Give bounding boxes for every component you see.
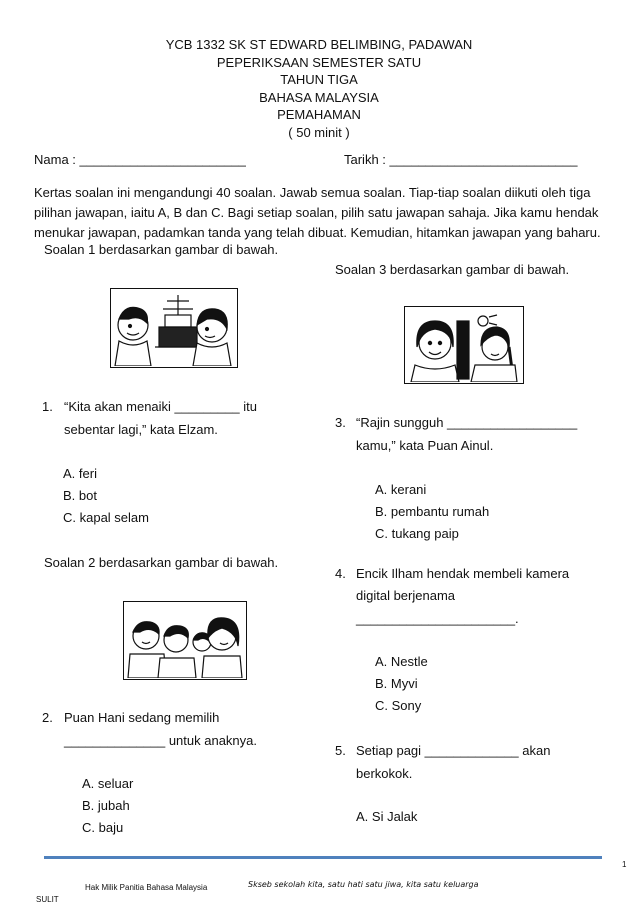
- question-3-prompt: Soalan 3 berdasarkan gambar di bawah.: [335, 262, 570, 277]
- paper-name: PEMAHAMAN: [277, 107, 361, 122]
- question-3-line-1: “Rajin sungguh __________________: [356, 415, 578, 430]
- instructions-paragraph: Kertas soalan ini mengandungi 40 soalan. Jawab semua soalan. Tiap-tiap soalan diikuti oleh tiga pilihan jawapan, iaitu A, B dan C. Bagi setiap soalan, pilih satu jawapan sahaja. Jika kamu hendak menukar jawapan, padamkan tanda yang telah dibuat. Kemudian, hitamkan jawapan yang baharu.: [34, 185, 601, 240]
- question-4-line-2: digital berjenama: [356, 588, 456, 603]
- question-3-picture: [404, 306, 524, 384]
- question-3-option-b[interactable]: B. pembantu rumah: [375, 504, 490, 519]
- question-1-prompt: Soalan 1 berdasarkan gambar di bawah.: [44, 242, 279, 257]
- footer-motto: Skseb sekolah kita, satu hati satu jiwa, kita satu keluarga: [248, 880, 479, 889]
- question-1-option-a[interactable]: A. feri: [63, 466, 97, 481]
- question-2-line-1: Puan Hani sedang memilih: [64, 710, 220, 725]
- page-number: 1: [622, 860, 627, 869]
- question-4-option-a[interactable]: A. Nestle: [375, 654, 428, 669]
- question-2-line-2: ______________ untuk anaknya.: [64, 733, 258, 748]
- question-4-line-1: Encik Ilham hendak membeli kamera: [356, 566, 570, 581]
- subject-name: BAHASA MALAYSIA: [259, 89, 379, 105]
- question-2-option-c[interactable]: C. baju: [82, 820, 124, 835]
- question-5-number: 5.: [335, 743, 346, 758]
- question-4-number: 4.: [335, 566, 346, 581]
- question-2-picture: [123, 601, 247, 680]
- question-5-line-2: berkokok.: [356, 766, 413, 781]
- exam-header: [0, 36, 638, 141]
- question-1-option-c[interactable]: C. kapal selam: [63, 510, 149, 525]
- question-3-option-c[interactable]: C. tukang paip: [375, 526, 459, 541]
- year-level: TAHUN TIGA: [280, 72, 358, 87]
- question-2-number: 2.: [42, 710, 53, 725]
- question-5-line-1: Setiap pagi _____________ akan: [356, 743, 551, 758]
- question-2-option-a[interactable]: A. seluar: [82, 776, 134, 791]
- question-1-number: 1.: [42, 399, 53, 414]
- woman-helper-drawing: [405, 307, 522, 382]
- exam-name: PEPERIKSAAN SEMESTER SATU: [216, 54, 422, 70]
- name-field[interactable]: Nama : _______________________: [34, 152, 246, 167]
- footer-divider: [44, 856, 602, 859]
- question-4-option-b[interactable]: B. Myvi: [375, 676, 418, 691]
- school-name: YCB 1332 SK ST EDWARD BELIMBING, PADAWAN: [165, 37, 473, 52]
- question-3-option-a[interactable]: A. kerani: [375, 482, 427, 497]
- mother-children-drawing: [124, 602, 245, 678]
- question-1-option-b[interactable]: B. bot: [63, 488, 97, 503]
- question-2-option-b[interactable]: B. jubah: [82, 798, 130, 813]
- date-field[interactable]: Tarikh : __________________________: [344, 152, 578, 167]
- question-3-line-2: kamu,” kata Puan Ainul.: [356, 438, 494, 453]
- question-5-option-a[interactable]: A. Si Jalak: [356, 809, 418, 824]
- question-2-prompt: Soalan 2 berdasarkan gambar di bawah.: [44, 555, 279, 570]
- question-4-line-3: ______________________.: [356, 611, 519, 626]
- footer-owner: Hak Milik Panitia Bahasa Malaysia: [85, 883, 208, 892]
- question-1-line-1: “Kita akan menaiki _________ itu: [64, 399, 257, 414]
- question-1-line-2: sebentar lagi,” kata Elzam.: [64, 422, 218, 437]
- question-4-option-c[interactable]: C. Sony: [375, 698, 422, 713]
- children-ship-drawing: [111, 289, 236, 366]
- question-3-number: 3.: [335, 415, 346, 430]
- question-1-picture: [110, 288, 238, 368]
- exam-duration: ( 50 minit ): [288, 124, 350, 140]
- footer-classification: SULIT: [36, 895, 59, 903]
